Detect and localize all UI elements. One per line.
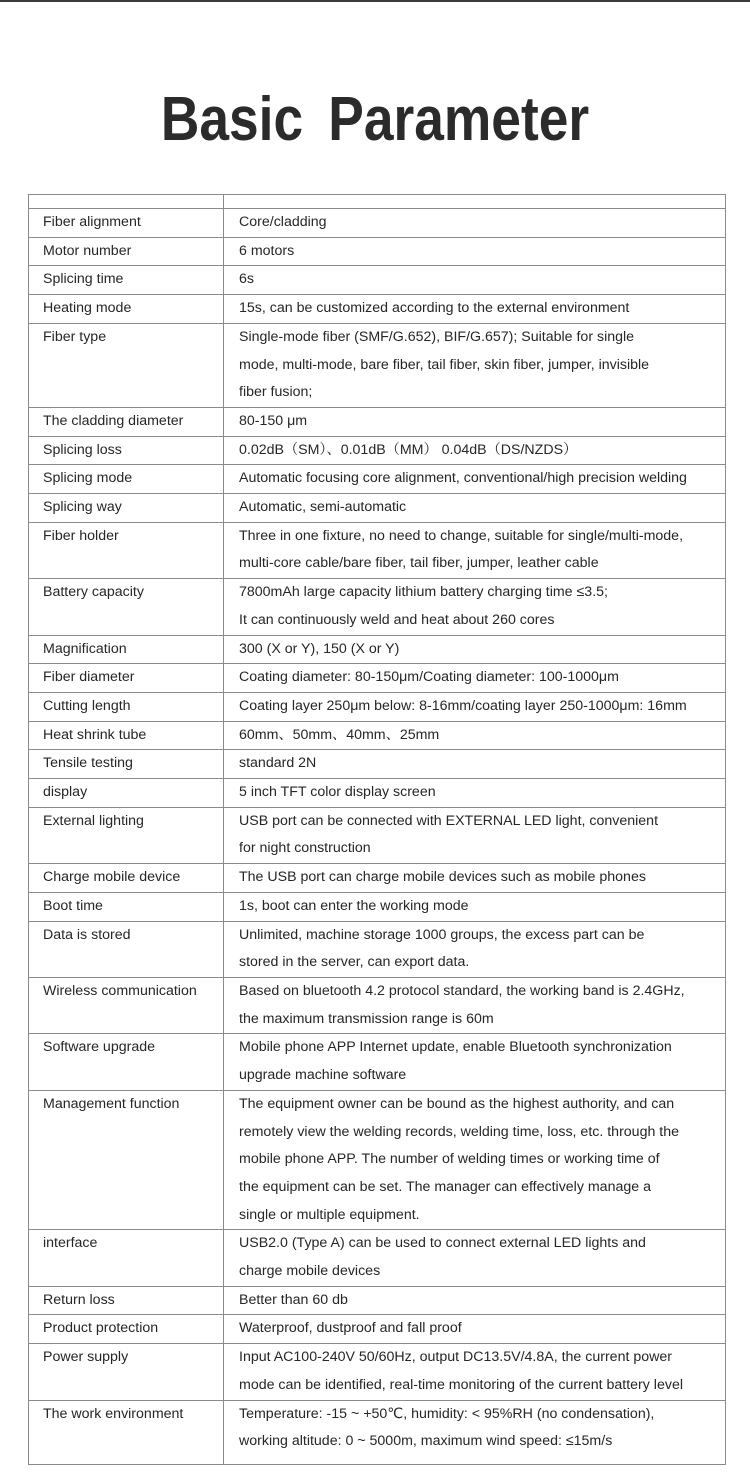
table-row [29, 892, 725, 921]
parameter-label: Product protection [29, 1315, 224, 1344]
parameter-label: Motor number [29, 237, 224, 266]
parameter-value-line: 6 motors [239, 242, 295, 259]
parameter-label: Fiber holder [29, 522, 224, 578]
parameter-value-line: Mobile phone APP Internet update, enable Bluetooth synchronization [239, 1039, 672, 1056]
parameter-value-line: It can continuously weld and heat about 260 cores [239, 611, 555, 628]
parameter-value [224, 779, 726, 808]
table-row [29, 1400, 725, 1464]
parameter-value-line: USB2.0 (Type A) can be used to connect external LED lights and [239, 1235, 646, 1252]
table-row [29, 1230, 725, 1286]
parameter-label: Fiber alignment [29, 209, 224, 237]
table-row [29, 977, 725, 1033]
parameter-value-line: 7800mAh large capacity lithium battery charging time ≤3.5; [239, 584, 608, 601]
parameter-value-line: 60mm、50mm、40mm、25mm [239, 726, 440, 743]
parameter-value [224, 977, 726, 1033]
parameter-value-line: Core/cladding [239, 214, 327, 230]
parameter-label: display [29, 779, 224, 808]
table-header-spacer [29, 195, 725, 209]
table-row [29, 750, 725, 779]
parameter-value-line: Waterproof, dustproof and fall proof [239, 1320, 462, 1337]
parameter-label: Charge mobile device [29, 864, 224, 893]
table-row [29, 295, 725, 324]
parameter-label: Heating mode [29, 295, 224, 324]
parameter-value-line: The USB port can charge mobile devices such as mobile phones [239, 869, 646, 886]
table-row [29, 323, 725, 407]
table-row [29, 779, 725, 808]
parameter-value [224, 807, 726, 863]
parameter-value-line: Automatic, semi-automatic [239, 499, 407, 516]
parameter-value-line: upgrade machine software [239, 1067, 407, 1084]
parameter-label: The work environment [29, 1400, 224, 1464]
parameter-value-line: the equipment can be set. The manager can effectively manage a [239, 1178, 651, 1195]
parameter-value-line: Single-mode fiber (SMF/G.652), BIF/G.657); Suitable for single [239, 328, 635, 345]
parameter-label: Splicing loss [29, 436, 224, 465]
parameter-label: Splicing time [29, 266, 224, 295]
parameter-value [224, 892, 726, 921]
parameter-value-line: mobile phone APP. The number of welding times or working time of [239, 1151, 660, 1168]
parameter-value [224, 522, 726, 578]
parameter-label: Wireless communication [29, 977, 224, 1033]
parameter-label: Tensile testing [29, 750, 224, 779]
parameter-value [224, 579, 726, 635]
parameter-label: Heat shrink tube [29, 721, 224, 750]
table-row [29, 494, 725, 523]
parameter-value-line: Input AC100-240V 50/60Hz, output DC13.5V/4.8A, the current power [239, 1349, 672, 1366]
table-row [29, 1286, 725, 1315]
parameter-value [224, 266, 726, 295]
parameter-value [224, 1344, 726, 1400]
parameter-label: Battery capacity [29, 579, 224, 635]
parameter-label: Splicing way [29, 494, 224, 523]
parameter-value [224, 209, 726, 237]
parameter-value-line: Three in one fixture, no need to change, suitable for single/multi-mode, [239, 527, 684, 544]
parameter-label: Cutting length [29, 692, 224, 721]
parameter-value [224, 692, 726, 721]
top-rule [0, 0, 750, 2]
parameter-value [224, 864, 726, 893]
parameter-value [224, 1315, 726, 1344]
parameter-value-line: charge mobile devices [239, 1263, 381, 1280]
parameter-value [224, 436, 726, 465]
parameter-value-line: Better than 60 db [239, 1291, 348, 1308]
table-row [29, 664, 725, 693]
parameter-value-line: working altitude: 0 ~ 5000m, maximum wind speed: ≤15m/s [239, 1433, 613, 1450]
parameter-value-line: 0.02dB（SM）、0.01dB（MM） 0.04dB（DS/NZDS） [239, 441, 578, 458]
parameter-value [224, 635, 726, 664]
parameter-label: Power supply [29, 1344, 224, 1400]
parameter-value-line: mode, multi-mode, bare fiber, tail fiber, skin fiber, jumper, invisible [239, 356, 650, 373]
parameter-value-line: stored in the server, can export data. [239, 954, 470, 971]
parameter-value-line: mode can be identified, real-time monitoring of the current battery level [239, 1376, 683, 1393]
table-row [29, 266, 725, 295]
parameter-value [224, 721, 726, 750]
parameter-value [224, 750, 726, 779]
parameter-value-line: Temperature: -15 ~ +50℃, humidity: < 95%RH (no condensation), [239, 1405, 655, 1422]
table-row [29, 921, 725, 977]
table-row [29, 436, 725, 465]
parameter-value [224, 1400, 726, 1464]
parameter-value-line: 5 inch TFT color display screen [239, 784, 436, 801]
parameter-value [224, 1034, 726, 1090]
table-row [29, 1034, 725, 1090]
table-row [29, 209, 725, 237]
parameter-value-line: fiber fusion; [239, 384, 313, 401]
parameter-value-line: for night construction [239, 840, 371, 857]
parameter-label: Data is stored [29, 921, 224, 977]
parameter-value-line: Based on bluetooth 4.2 protocol standard, the working band is 2.4GHz, [239, 982, 685, 999]
table-row [29, 1090, 725, 1230]
parameter-label: Magnification [29, 635, 224, 664]
parameter-value-line: multi-core cable/bare fiber, tail fiber, jumper, leather cable [239, 555, 599, 572]
parameter-value-line: the maximum transmission range is 60m [239, 1010, 494, 1027]
table-row [29, 1315, 725, 1344]
table-row [29, 864, 725, 893]
parameter-value [224, 407, 726, 436]
table-row [29, 465, 725, 494]
parameter-value [224, 1230, 726, 1286]
parameter-value [224, 237, 726, 266]
table-row [29, 721, 725, 750]
page-title: Basic Parameter [160, 85, 590, 154]
table-row [29, 579, 725, 635]
table-row [29, 692, 725, 721]
parameter-value-line: remotely view the welding records, welding time, loss, etc. through the [239, 1123, 680, 1140]
parameter-value-line: Coating diameter: 80-150μm/Coating diameter: 100-1000μm [239, 669, 619, 686]
parameter-value-line: 300 (X or Y), 150 (X or Y) [239, 640, 400, 657]
parameter-value-line: The equipment owner can be bound as the highest authority, and can [239, 1095, 675, 1112]
parameter-table [28, 194, 726, 1465]
table-row [29, 635, 725, 664]
parameter-value-line: standard 2N [239, 755, 317, 772]
parameter-value [224, 1090, 726, 1230]
parameter-value-line: USB port can be connected with EXTERNAL LED light, convenient [239, 812, 659, 829]
parameter-value-line: 15s, can be customized according to the external environment [239, 300, 630, 317]
parameter-label: External lighting [29, 807, 224, 863]
table-row [29, 407, 725, 436]
parameter-label: Fiber diameter [29, 664, 224, 693]
table-row [29, 807, 725, 863]
parameter-value [224, 465, 726, 494]
parameter-label: Fiber type [29, 323, 224, 407]
parameter-value-line: 6s [239, 271, 254, 288]
parameter-value-line: 1s, boot can enter the working mode [239, 897, 469, 914]
parameter-value [224, 664, 726, 693]
table-row [29, 522, 725, 578]
parameter-label: Software upgrade [29, 1034, 224, 1090]
parameter-label: Boot time [29, 892, 224, 921]
parameter-label: Return loss [29, 1286, 224, 1315]
parameter-value [224, 921, 726, 977]
parameter-value-line: Coating layer 250μm below: 8-16mm/coating layer 250-1000μm: 16mm [239, 697, 687, 714]
table-row [29, 237, 725, 266]
parameter-label: Management function [29, 1090, 224, 1230]
parameter-value-line: single or multiple equipment. [239, 1206, 420, 1223]
parameter-value [224, 323, 726, 407]
parameter-value-line: Unlimited, machine storage 1000 groups, the excess part can be [239, 926, 645, 943]
parameter-value [224, 494, 726, 523]
parameter-label: Splicing mode [29, 465, 224, 494]
parameter-label: interface [29, 1230, 224, 1286]
parameter-label: The cladding diameter [29, 407, 224, 436]
table-row [29, 1344, 725, 1400]
parameter-value [224, 295, 726, 324]
parameter-value [224, 1286, 726, 1315]
parameter-value-line: Automatic focusing core alignment, conventional/high precision welding [239, 470, 687, 487]
parameter-value-line: 80-150 μm [239, 412, 308, 429]
parameter-table-body [29, 209, 725, 1464]
